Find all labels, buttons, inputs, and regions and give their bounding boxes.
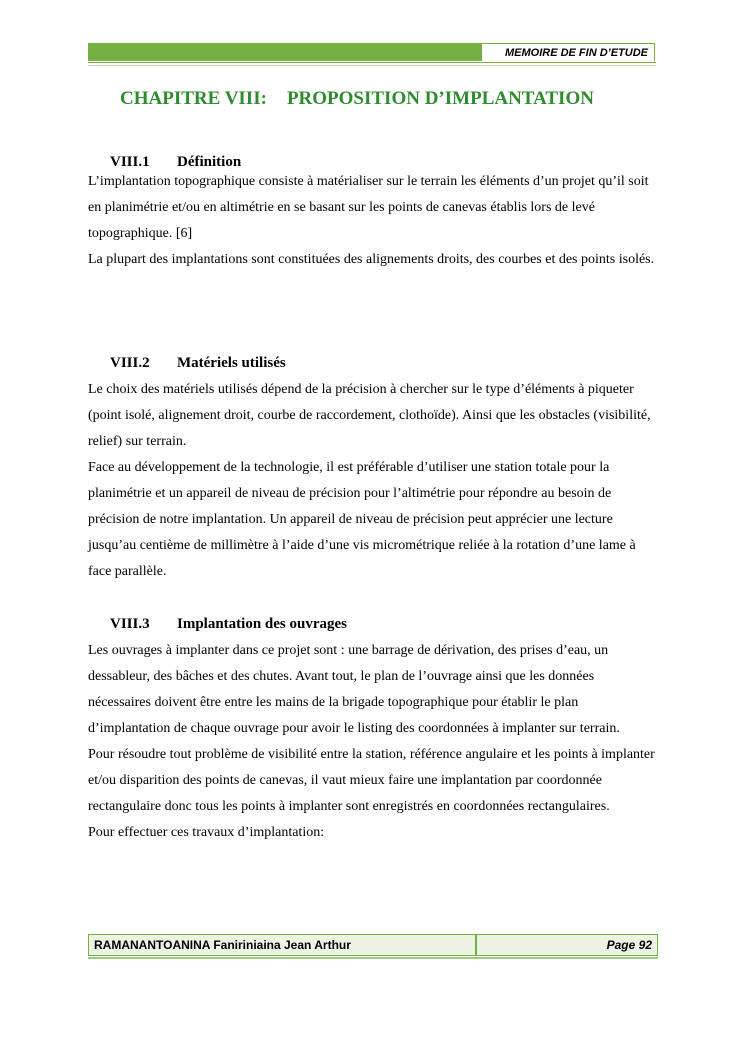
section-title: Matériels utilisés bbox=[177, 355, 286, 371]
page-header bbox=[88, 43, 656, 65]
header-bar bbox=[88, 43, 481, 61]
chapter-number: CHAPITRE VIII: bbox=[120, 88, 267, 109]
chapter-title: PROPOSITION D’IMPLANTATION bbox=[286, 88, 594, 109]
page-number: Page 92 bbox=[476, 934, 658, 956]
section-title: Définition bbox=[177, 154, 242, 170]
footer-author: RAMANANTOANINA Faniriniaina Jean Arthur bbox=[88, 934, 476, 956]
paragraph: L’implantation topographique consiste à matérialiser sur le terrain les éléments d’un projet qu’il soit en planimétrie et/ou en altimétrie en se basant sur les points de canevas établis lors de levé topographique. [6] bbox=[88, 174, 649, 241]
footer-rule bbox=[88, 957, 658, 959]
page-footer bbox=[88, 934, 658, 958]
section-number: VIII.2 bbox=[110, 355, 150, 371]
section-number: VIII.1 bbox=[110, 154, 150, 170]
section-body-3 bbox=[88, 638, 658, 846]
header-rule bbox=[88, 62, 656, 63]
paragraph: Pour résoudre tout problème de visibilité entre la station, référence angulaire et les points à implanter et/ou disparition des points de canevas, il vaut mieux faire une implantation par coordonnée rectangulaire donc tous les points à implanter sont enregistrés en coordonnées rectangulaires. bbox=[88, 747, 655, 814]
section-heading-3 bbox=[110, 616, 347, 633]
header-rule-light bbox=[88, 65, 656, 66]
paragraph: Face au développement de la technologie, il est préférable d’utiliser une station totale pour la planimétrie et un appareil de niveau de précision pour l’altimétrie pour répondre au besoin de précision de notre implantation. Un appareil de niveau de précision peut apprécier une lecture jusqu’au centième de millimètre à l’aide d’une vis micrométrique reliée à la rotation d’une lame à face parallèle. bbox=[88, 460, 636, 579]
header-title: MEMOIRE DE FIN D’ETUDE bbox=[481, 43, 655, 61]
chapter-heading bbox=[120, 88, 594, 110]
paragraph: Les ouvrages à implanter dans ce projet sont : une barrage de dérivation, des prises d’eau, un dessableur, des bâches et des chutes. Avant tout, le plan de l’ouvrage ainsi que les données nécessaires doivent être entre les mains de la brigade topographique pour établir le plan d’implantation de chaque ouvrage pour avoir le listing des coordonnées à implanter sur terrain. bbox=[88, 643, 620, 736]
paragraph: La plupart des implantations sont constituées des alignements droits, des courbes et des points isolés. bbox=[88, 252, 655, 267]
section-number: VIII.3 bbox=[110, 616, 150, 632]
section-body-1 bbox=[88, 169, 658, 273]
section-heading-2 bbox=[110, 355, 286, 372]
section-body-2 bbox=[88, 377, 658, 585]
paragraph: Le choix des matériels utilisés dépend de la précision à chercher sur le type d’éléments à piqueter (point isolé, alignement droit, courbe de raccordement, clothoïde). Ainsi que les obstacles (visibilité, relief) sur terrain. bbox=[88, 382, 651, 449]
paragraph: Pour effectuer ces travaux d’implantation: bbox=[88, 825, 325, 840]
section-title: Implantation des ouvrages bbox=[177, 616, 348, 632]
